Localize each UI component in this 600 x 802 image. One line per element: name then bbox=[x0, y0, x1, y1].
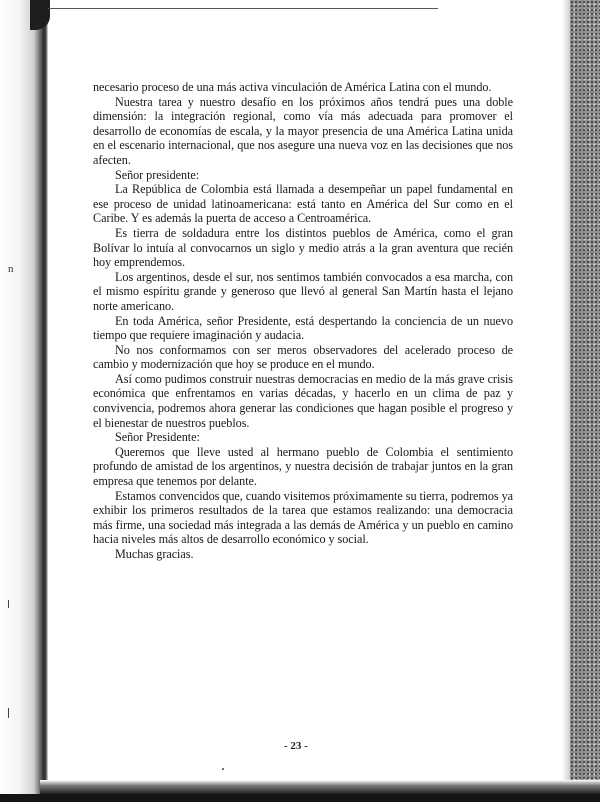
right-scan-shadow bbox=[570, 0, 600, 802]
paragraph: Es tierra de soldadura entre los distintos pueblos de América, como el gran Bolívar lo intuía al convocarnos un siglo y medio atrás a la gran aventura que recién hoy emprendemos. bbox=[93, 225, 513, 270]
paragraph: Muchas gracias. bbox=[115, 547, 194, 561]
page-number: - 23 - bbox=[284, 740, 308, 752]
paragraph: necesario proceso de una más activa vinculación de América Latina con el mundo. bbox=[93, 80, 492, 94]
margin-tick bbox=[8, 600, 9, 608]
paragraph: En toda América, señor Presidente, está despertando la conciencia de un nuevo tiempo que requiere imaginación y audacia. bbox=[93, 313, 513, 343]
body-text bbox=[93, 80, 513, 562]
paragraph: Queremos que lleve usted al hermano pueblo de Colombia el sentimiento profundo de amistad de los argentinos, y nuestra decisión de trabajar juntos en la gran empresa que tenemos por delante. bbox=[93, 444, 513, 489]
top-rule bbox=[48, 8, 438, 9]
scan-speck bbox=[222, 768, 224, 770]
binding-edge bbox=[0, 0, 48, 802]
bottom-scan-band bbox=[40, 780, 600, 794]
paragraph: No nos conformamos con ser meros observadores del acelerado proceso de cambio y modernización que hoy se produce en el mundo. bbox=[93, 342, 513, 372]
right-edge-fade bbox=[562, 0, 570, 802]
paragraph: Nuestra tarea y nuestro desafío en los próximos años tendrá pues una doble dimensión: la integración regional, como vía más adecuada para promover el desarrollo de economías de escala, y la mayor presencia de una América Latina unida en el escenario internacional, que nos asegure una nueva voz en las decisiones que nos afecten. bbox=[93, 94, 513, 167]
bottom-scan-edge bbox=[0, 794, 600, 802]
paragraph: Así como pudimos construir nuestras democracias en medio de la más grave crisis económica que enfrentamos en varias décadas, y hacerlo en un clima de paz y convivencia, podremos ahora generar las condiciones que hagan posible el progreso y el bienestar de nuestros pueblos. bbox=[93, 371, 513, 430]
paragraph: Estamos convencidos que, cuando visitemos próximamente su tierra, podremos ya exhibir los primeros resultados de la tarea que estamos realizando: una democracia más firme, una sociedad más integrada a las demás de América y un pueblo en camino hacia niveles más altos de desarrollo económico y social. bbox=[93, 488, 513, 547]
paragraph: La República de Colombia está llamada a desempeñar un papel fundamental en ese proceso de unidad latinoamericana: está tanto en América del Sur como en el Caribe. Y es además la puerta de acceso a Centroamérica. bbox=[93, 182, 513, 226]
margin-tick bbox=[8, 708, 9, 718]
paragraph: Los argentinos, desde el sur, nos sentimos también convocados a esa marcha, con el mismo espíritu grande y generoso que llevó al general San Martín hasta el lejano norte americano. bbox=[93, 269, 513, 313]
paragraph: Señor presidente: bbox=[115, 167, 200, 182]
margin-mark: n bbox=[8, 263, 14, 275]
paragraph: Señor Presidente: bbox=[115, 430, 200, 445]
